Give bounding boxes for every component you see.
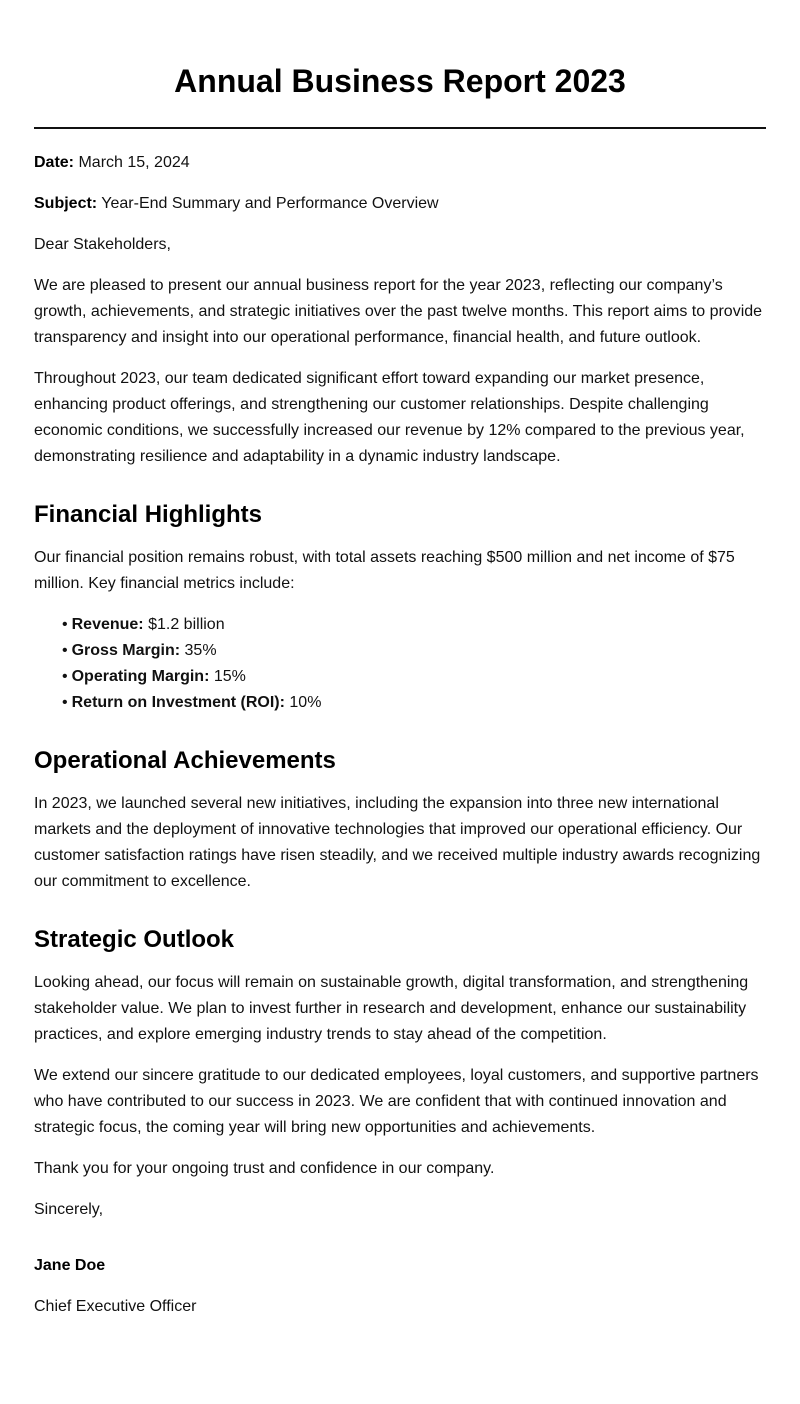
date-line — [34, 150, 766, 176]
metric-label: Gross Margin: — [71, 642, 181, 659]
list-item — [62, 690, 766, 716]
bullet-icon: • — [62, 642, 68, 659]
list-item — [62, 612, 766, 638]
thank-you-paragraph: Thank you for your ongoing trust and confidence in our company. — [34, 1160, 495, 1177]
strategic-heading: Strategic Outlook — [34, 926, 235, 953]
intro-paragraph-2: Throughout 2023, our team dedicated significant effort toward expanding our market presence, enhancing product offerings, and strengthening our customer relationships. Despite challenging economic conditions, we successfully increased our revenue by 12% compared to the previous year, demonstrating resilience and adaptability in a dynamic industry landscape. — [34, 370, 745, 465]
operational-heading: Operational Achievements — [34, 747, 336, 774]
subject-label: Subject: — [34, 195, 98, 212]
signer-title: Chief Executive Officer — [34, 1298, 197, 1315]
list-item — [62, 638, 766, 664]
metric-value: 15% — [213, 668, 246, 685]
metric-label: Return on Investment (ROI): — [71, 694, 285, 711]
financial-metrics-list — [34, 612, 766, 716]
metric-value: 10% — [289, 694, 322, 711]
metric-value: $1.2 billion — [148, 616, 225, 633]
subject-value: Year-End Summary and Performance Overview — [101, 195, 439, 212]
bullet-icon: • — [62, 616, 68, 633]
bullet-icon: • — [62, 694, 68, 711]
report-page — [34, 0, 766, 1320]
gratitude-paragraph: We extend our sincere gratitude to our dedicated employees, loyal customers, and supportive partners who have contributed to our success in 2023. We are confident that with continued innovation and strategic focus, the coming year will bring new opportunities and achievements. — [34, 1067, 759, 1136]
report-title: Annual Business Report 2023 — [174, 63, 626, 99]
subject-line — [34, 191, 766, 217]
financial-heading: Financial Highlights — [34, 501, 263, 528]
operational-paragraph: In 2023, we launched several new initiatives, including the expansion into three new international markets and the deployment of innovative technologies that improved our operational efficiency. Our customer satisfaction ratings have risen steadily, and we received multiple industry awards recognizing our commitment to excellence. — [34, 795, 761, 890]
metric-label: Revenue: — [71, 616, 144, 633]
metric-value: 35% — [184, 642, 217, 659]
signer-name: Jane Doe — [34, 1257, 106, 1274]
date-value: March 15, 2024 — [78, 154, 190, 171]
financial-paragraph: Our financial position remains robust, with total assets reaching $500 million and net income of $75 million. Key financial metrics include: — [34, 549, 735, 592]
intro-paragraph-1: We are pleased to present our annual business report for the year 2023, reflecting our company’s growth, achievements, and strategic initiatives over the past twelve months. This report aims to provide transparency and insight into our operational performance, financial health, and future outlook. — [34, 277, 763, 346]
date-label: Date: — [34, 154, 75, 171]
title-divider — [34, 127, 766, 129]
salutation: Dear Stakeholders, — [34, 236, 171, 253]
list-item — [62, 664, 766, 690]
metric-label: Operating Margin: — [71, 668, 210, 685]
bullet-icon: • — [62, 668, 68, 685]
closing: Sincerely, — [34, 1201, 104, 1218]
strategic-paragraph-1: Looking ahead, our focus will remain on sustainable growth, digital transformation, and strengthening stakeholder value. We plan to invest further in research and development, enhance our sustainability practices, and explore emerging industry trends to stay ahead of the competition. — [34, 974, 749, 1043]
